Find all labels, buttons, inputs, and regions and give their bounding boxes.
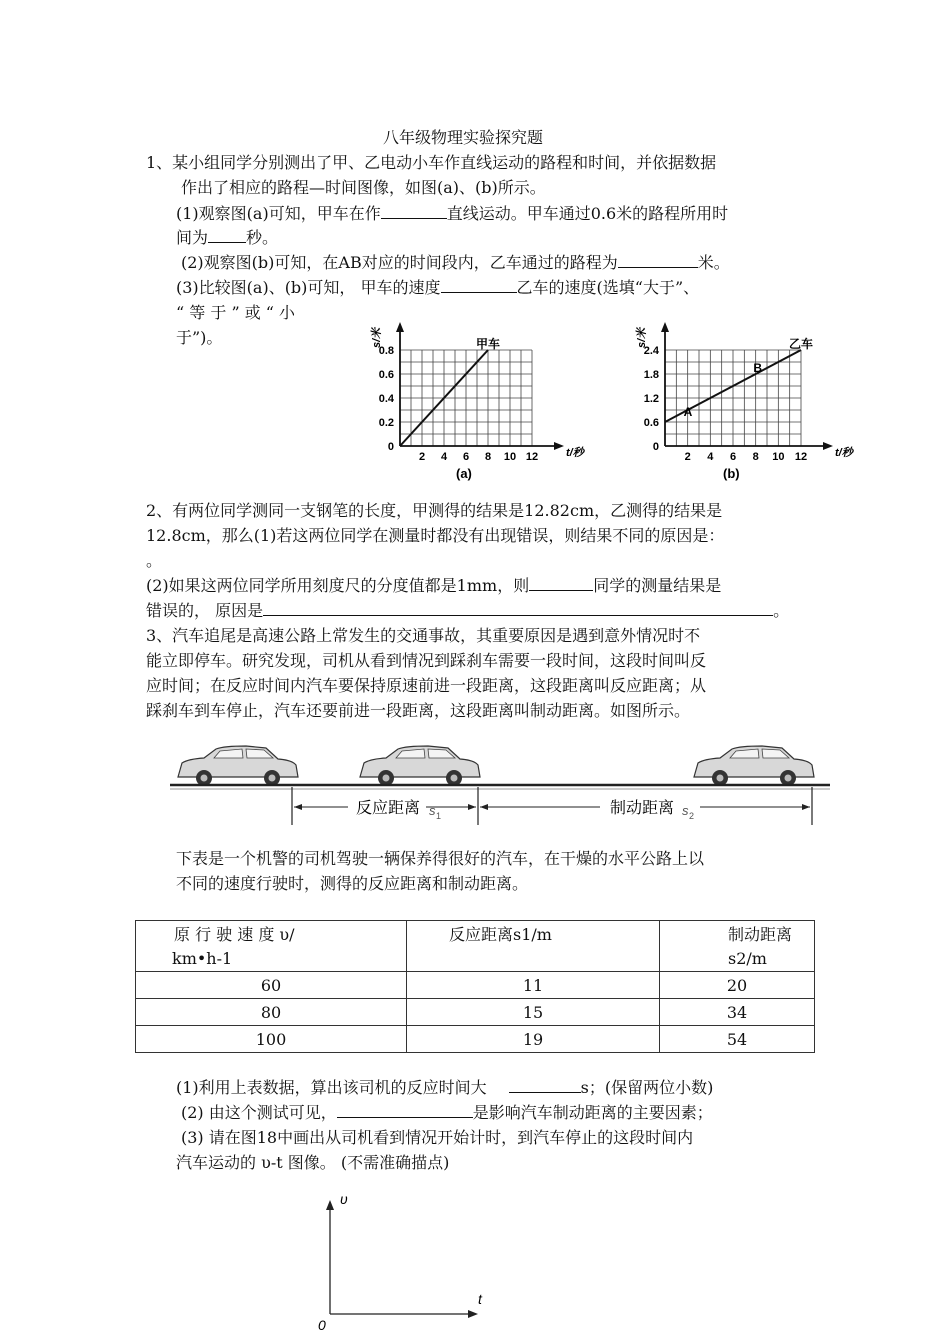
reaction-distance-subscript: 1 (436, 811, 442, 821)
q1-part1-text-c: 间为 (176, 228, 209, 247)
q2-line3: 。 (146, 551, 163, 570)
graph-b-point-b: B (753, 361, 763, 375)
x-axis-arrow (554, 442, 564, 450)
vt-origin-label: 0 (318, 1317, 326, 1333)
y-tick-label: 0.4 (378, 393, 394, 405)
graph-b (625, 310, 853, 495)
graph-a-x-label: t/秒 (566, 447, 584, 459)
x-tick-label: 10 (772, 451, 785, 463)
q2-line1: 2、有两位同学测同一支钢笔的长度，甲测得的结果是12.82cm，乙测得的结果是 (146, 501, 723, 520)
q3-line4: 踩刹车到车停止，汽车还要前进一段距离，这段距离叫制动距离。如图所示。 (146, 701, 691, 720)
x-tick-label: 12 (794, 451, 808, 463)
table-cell-reaction: 19 (407, 1026, 660, 1053)
graph-a-caption: (a) (456, 466, 472, 481)
x-tick-label: 10 (503, 451, 517, 463)
q3-sub2 (181, 1101, 713, 1125)
q1-part2 (181, 251, 730, 275)
car-icon-braking (360, 746, 480, 786)
q3-intro-line2: 不同的速度行驶时，测得的反应距离和制动距离。 (176, 874, 529, 893)
q1-line1: 1、某小组同学分别测出了甲、乙电动小车作直线运动的路程和时间，并依据数据 (146, 153, 717, 172)
q1-part1-cont (176, 226, 278, 250)
table-cell-braking: 20 (660, 972, 815, 999)
q1-part2-blank[interactable] (618, 251, 698, 268)
vt-axes (310, 1188, 510, 1338)
q3-intro-line1: 下表是一个机警的司机驾驶一辆保养得很好的汽车，在干燥的水平公路上以 (176, 849, 705, 868)
graph-b-series-label: 乙车 (789, 337, 814, 351)
car-icon-start (178, 746, 298, 786)
x-tick-label: 6 (462, 451, 470, 463)
q3-line3: 应时间；在反应时间内汽车要保持原速前进一段距离，这段距离叫反应距离；从 (146, 676, 707, 695)
q2-line5-text-b: 。 (773, 601, 790, 620)
x-tick-label: 4 (707, 451, 714, 463)
vt-y-label: υ (340, 1191, 348, 1207)
x-tick-label: 2 (418, 451, 426, 463)
x-tick-label: 4 (440, 451, 448, 463)
q1-part1-text-d: 秒。 (246, 228, 279, 247)
table-cell-braking: 54 (660, 1026, 815, 1053)
q3-line2: 能立即停车。研究发现，司机从看到情况到踩刹车需要一段时间，这段时间叫反 (146, 651, 707, 670)
q1-part3-text-b: 乙车的速度(选填“大于”、 (516, 278, 700, 297)
reaction-distance-symbol: s (429, 803, 436, 818)
q1-part1-text-a: (1)观察图(a)可知，甲车在作 (176, 204, 381, 223)
q1-part3-end: 于”)。 (176, 328, 223, 347)
q3-sub1 (176, 1076, 713, 1100)
y-tick-label: 0 (652, 441, 659, 453)
y-tick-label: 0.8 (378, 345, 394, 357)
q1-part1 (176, 202, 728, 226)
q1-part1-blank-1[interactable] (381, 202, 447, 219)
table-cell-braking: 34 (660, 999, 815, 1026)
graph-a-grid (400, 350, 532, 446)
y-axis-arrow (396, 322, 404, 332)
page-title: 八年级物理实验探究题 (383, 128, 544, 147)
q1-part2-text-b: 米。 (697, 253, 730, 272)
y-tick-label: 0.6 (643, 417, 659, 429)
y-tick-label: 1.2 (643, 393, 659, 405)
table-cell-speed: 100 (136, 1026, 407, 1053)
reaction-distance-label: 反应距离 (356, 800, 421, 817)
q1-line2: 作出了相应的路程—时间图像，如图(a)、(b)所示。 (181, 178, 546, 197)
graph-a-y-label: s/米 (371, 327, 383, 348)
table-header-reaction: 反应距离s1/m (407, 921, 660, 972)
distance-table (135, 920, 815, 1053)
graph-b-y-label: s/米 (636, 327, 648, 348)
table-cell-speed: 60 (136, 972, 407, 999)
car-distance-diagram (170, 735, 830, 827)
q3-sub2-blank[interactable] (337, 1101, 473, 1118)
q1-part2-text-a: (2)观察图(b)可知，在AB对应的时间段内，乙车通过的路程为 (181, 253, 618, 272)
q1-part3-text-a: (3)比较图(a)、(b)可知， 甲车的速度 (176, 278, 441, 297)
table-header-speed-line2: km•h-1 (172, 949, 233, 968)
q3-sub1-blank[interactable] (509, 1076, 581, 1093)
x-tick-label: 6 (729, 451, 737, 463)
x-axis-arrow (823, 442, 833, 450)
braking-distance-subscript: 2 (689, 811, 695, 821)
q1-part1-blank-2[interactable] (208, 226, 246, 243)
table-cell-reaction: 11 (407, 972, 660, 999)
q2-line2: 12.8cm，那么(1)若这两位同学在测量时都没有出现错误，则结果不同的原因是： (146, 526, 725, 545)
q3-sub2-text-a: (2) 由这个测试可见， (181, 1103, 337, 1122)
graph-b-caption: (b) (723, 466, 740, 481)
x-tick-label: 8 (484, 451, 492, 463)
graph-a (365, 310, 584, 495)
table-cell-reaction: 15 (407, 999, 660, 1026)
q3-line1: 3、汽车追尾是高速公路上常发生的交通事故，其重要原因是遇到意外情况时不 (146, 626, 701, 645)
graph-a-series-label: 甲车 (476, 337, 501, 351)
q1-part3-blank[interactable] (441, 276, 517, 293)
q3-sub1-text-b: s；(保留两位小数) (580, 1078, 714, 1097)
vt-x-label: t (478, 1291, 482, 1307)
q3-sub3-line2: 汽车运动的 υ-t 图像。 (不需准确描点) (176, 1153, 450, 1172)
q2-line5 (146, 599, 789, 623)
q2-line5-text-a: 错误的， 原因是 (146, 601, 264, 620)
table-row (136, 972, 815, 999)
q2-blank-reason[interactable] (263, 599, 773, 616)
table-cell-speed: 80 (136, 999, 407, 1026)
y-tick-label: 2.4 (643, 345, 659, 357)
q2-line4-text-a: (2)如果这两位同学所用刻度尺的分度值都是1mm，则 (146, 576, 530, 595)
braking-distance-symbol: s (682, 803, 689, 818)
q1-part3 (176, 276, 699, 300)
table-row (136, 999, 815, 1026)
q3-sub3-line1: (3) 请在图18中画出从司机看到情况开始计时，到汽车停止的这段时间内 (181, 1128, 694, 1147)
y-tick-label: 1.8 (643, 369, 659, 381)
table-header-speed-line1: 原 行 驶 速 度 υ/ (174, 925, 295, 944)
x-tick-label: 8 (752, 451, 759, 463)
y-tick-label: 0 (387, 441, 394, 453)
y-axis-arrow (661, 322, 669, 332)
q3-sub2-text-b: 是影响汽车制动距离的主要因素； (472, 1103, 713, 1122)
braking-distance-label: 制动距离 (610, 800, 675, 817)
q3-sub1-text-a: (1)利用上表数据，算出该司机的反应时间大 (176, 1078, 487, 1097)
graph-b-point-a: A (683, 405, 693, 419)
x-tick-label: 2 (684, 451, 691, 463)
q1-part1-text-b: 直线运动。甲车通过0.6米的路程所用时 (446, 204, 729, 223)
q2-line4 (146, 574, 721, 598)
y-tick-label: 0.2 (378, 417, 394, 429)
x-tick-label: 12 (525, 451, 539, 463)
y-tick-label: 0.6 (378, 369, 394, 381)
table-header-row (136, 921, 815, 972)
table-header-braking: 制动距离s2/m (660, 921, 815, 972)
q1-part3-cont: “ 等 于 ” 或 “ 小 (176, 303, 296, 322)
graph-b-x-label: t/秒 (835, 447, 853, 459)
q2-line4-text-b: 同学的测量结果是 (593, 576, 722, 595)
table-row (136, 1026, 815, 1053)
car-icon-stopped (694, 746, 814, 786)
table-header-speed (136, 921, 407, 972)
q2-blank-student[interactable] (529, 574, 593, 591)
graph-b-grid (665, 350, 801, 446)
